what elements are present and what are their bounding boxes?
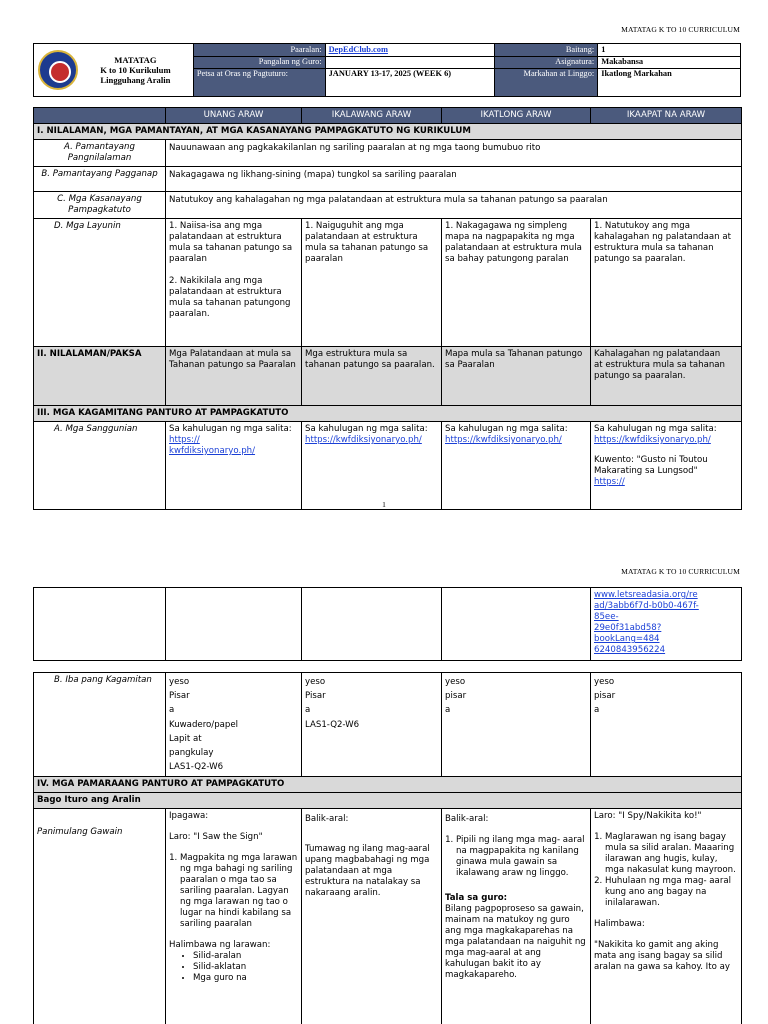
references-day3: Sa kahulugan ng mga salita: https://kwfdiksiyonaryo.ph/ <box>442 422 591 510</box>
topic-row <box>34 347 742 406</box>
lesson-table-page1 <box>33 107 742 510</box>
subject-label: Asignatura: <box>495 57 598 69</box>
topic-day4: Kahalagahan ng palatandaan at estruktura mula sa tahanan patungo sa paaralan. <box>591 347 742 406</box>
before-lesson-header: Bago Ituro ang Aralin <box>34 793 742 809</box>
header-title-line2: K to 10 Kurikulum <box>100 64 171 75</box>
activity-day4: Laro: "I Spy/Nakikita ko!" 1. Maglarawan ng isang bagay mula sa silid aralan. Maaaring ilarawan ang hugis, kulay, mga nakasulat kung mayroon. 2. Huhulaan ng mga mag- aaral kung ano ang bagay na inilalarawan. Halimbawa: "Nakikita ko gamit ang aking mata ang isang bagay sa silid aralan na gawa sa kahoy. Ito ay <box>591 809 742 1024</box>
objectives-day3: 1. Nakagagawa ng simpleng mapa na nagpapakita ng mga palatandaan at estruktura mula sa bahay patungong paralan <box>442 219 591 347</box>
performance-standard-text: Nakagagawa ng likhang-sining (mapa) tungkol sa sariling paaralan <box>166 167 742 192</box>
materials-day3: yeso pisar a <box>442 673 591 777</box>
objective-day1-item2: 2. Nakikilala ang mga palatandaan at estruktura mula sa tahanan patungong paaralan. <box>169 276 291 319</box>
day-header-row <box>34 108 742 124</box>
activity-day3: Balik-aral: 1. Pipili ng ilang mga mag- aaral na magpapakita ng kanilang ginawa mula gawain sa ikalawang araw ng linggo. Tala sa guro: Bilang pagpoproseso sa gawain, mainam na matukoy ng guro ang mga magkakaparehas na mga palatandaan na naiguhit ng mga mag-aaral at ang kahulugan bakit ito ay magkakapareho. <box>442 809 591 1024</box>
topic-day3: Mapa mula sa Tahanan patungo sa Paaralan <box>442 347 591 406</box>
subject-value: Makabansa <box>598 57 741 69</box>
materials-day4: yeso pisar a <box>591 673 742 777</box>
learning-competency-text: Natutukoy ang kahalagahan ng mga palatandaan at estruktura mula sa tahanan patungo sa paaralan <box>166 192 742 219</box>
quarter-value: Ikatlong Markahan <box>598 69 741 97</box>
teacher-value <box>325 57 495 69</box>
dictionary-link-day4[interactable]: https://kwfdiksiyonaryo.ph/ <box>594 435 711 445</box>
references-row <box>34 422 742 510</box>
column-day2: IKALAWANG ARAW <box>302 108 442 124</box>
content-standard-label: A. Pamantayang Pangnilalaman <box>34 140 166 167</box>
story-reference: Kuwento: "Gusto ni Toutou Makarating sa Lungsod" <box>594 455 708 476</box>
school-link[interactable]: DepEdClub.com <box>328 44 388 54</box>
page-gap <box>0 512 768 548</box>
activity-day1: Ipagawa: Laro: "I Saw the Sign" 1. Magpakita ng mga larawan ng mga bahagi ng sariling paaralan o mga tao sa sariling paaralan. Lagyan ng mga larawan ng tao o lugar na hindi kabilang sa sariling paaralan Halimbawa ng larawan: • Silid-aralan • Silid-aklatan • Mga guro na <box>166 809 302 1024</box>
references-day2: Sa kahulugan ng mga salita: https://kwfdiksiyonaryo.ph/ <box>302 422 442 510</box>
grade-label: Baitang: <box>495 44 598 57</box>
grade-value: 1 <box>598 44 741 57</box>
other-materials-label: B. Iba pang Kagamitan <box>34 673 166 777</box>
curriculum-corner-label-page2: MATATAG K TO 10 CURRICULUM <box>621 567 740 576</box>
lesson-table-page2-b <box>33 672 742 1024</box>
header-title-cell <box>34 44 194 97</box>
header-title-line3: Lingguhang Aralin <box>100 75 171 86</box>
date-label: Petsa at Oras ng Pagtuturo: <box>193 69 325 97</box>
references-label: A. Mga Sanggunian <box>34 422 166 510</box>
date-value: JANUARY 13-17, 2025 (WEEK 6) <box>325 69 495 97</box>
quarter-label: Markahan at Linggo: <box>495 69 598 97</box>
introductory-activity-row <box>34 809 742 1024</box>
objectives-day1 <box>166 219 302 347</box>
section-4-header: IV. MGA PAMARAANG PANTURO AT PAMPAGKATUTO <box>34 777 742 793</box>
school-label: Paaralan: <box>193 44 325 57</box>
topic-label: II. NILALAMAN/PAKSA <box>34 347 166 406</box>
teacher-label: Pangalan ng Guro: <box>193 57 325 69</box>
performance-standard-row <box>34 167 742 192</box>
objective-day1-item1: 1. Naiisa-isa ang mga palatandaan at estruktura mula sa tahanan patungo sa paaralan <box>169 221 293 264</box>
section-1-header: I. NILALAMAN, MGA PAMANTAYAN, AT MGA KASANAYANG PAMPAGKATUTO NG KURIKULUM <box>34 124 742 140</box>
deped-seal-logo <box>38 50 78 90</box>
dictionary-link-day1-cont[interactable]: kwfdiksiyonaryo.ph/ <box>169 446 256 456</box>
objectives-label: D. Mga Layunin <box>34 219 166 347</box>
story-link-continued: www.letsreadasia.org/re ad/3abb6f7d-b0b0-467f- 85ee- 29e0f31abd58? bookLang=484 6240843956224 <box>591 588 742 661</box>
column-day3: IKATLONG ARAW <box>442 108 591 124</box>
topic-day2: Mga estruktura mula sa tahanan patungo sa paaralan. <box>302 347 442 406</box>
objectives-row <box>34 219 742 347</box>
learning-competency-label: C. Mga Kasanayang Pampagkatuto <box>34 192 166 219</box>
header-title-line1: MATATAG <box>114 54 157 65</box>
objectives-day4: 1. Natutukoy ang mga kahalagahan ng palatandaan at estruktura mula sa tahanan patungo sa paaralan. <box>591 219 742 347</box>
references-day4: Sa kahulugan ng mga salita: https://kwfdiksiyonaryo.ph/ Kuwento: "Gusto ni Toutou Makarating sa Lungsod" https:// <box>591 422 742 510</box>
performance-standard-label: B. Pamantayang Pagganap <box>34 167 166 192</box>
dictionary-link-day1[interactable]: https:// <box>169 435 200 445</box>
materials-day2: yeso Pisar a LAS1-Q2-W6 <box>302 673 442 777</box>
introductory-activity-label: Panimulang Gawain <box>34 809 166 1024</box>
objectives-day2: 1. Naiguguhit ang mga palatandaan at estruktura mula sa tahanan patungo sa paaralan <box>302 219 442 347</box>
column-day4: IKAAPAT NA ARAW <box>591 108 742 124</box>
curriculum-corner-label: MATATAG K TO 10 CURRICULUM <box>621 25 740 34</box>
section-3-header: III. MGA KAGAMITANG PANTURO AT PAMPAGKATUTO <box>34 406 742 422</box>
dictionary-link-day2[interactable]: https://kwfdiksiyonaryo.ph/ <box>305 435 422 445</box>
activity-day2: Balik-aral: Tumawag ng ilang mag-aaral upang magbabahagi ng mga palatandaan at mga estruktura na natalakay sa nakaraang aralin. <box>302 809 442 1024</box>
lesson-table-page2 <box>33 587 742 661</box>
references-continued-row <box>34 588 742 661</box>
dictionary-link-day3[interactable]: https://kwfdiksiyonaryo.ph/ <box>445 435 562 445</box>
page-number: 1 <box>382 500 386 509</box>
lesson-header <box>33 43 741 97</box>
references-day1: Sa kahulugan ng mga salita: https:// kwfdiksiyonaryo.ph/ <box>166 422 302 510</box>
content-standard-row <box>34 140 742 167</box>
story-link-start[interactable]: https:// <box>594 477 625 487</box>
column-day1: UNANG ARAW <box>166 108 302 124</box>
content-standard-text: Nauunawaan ang pagkakakilanlan ng sariling paaralan at ng mga taong bumubuo rito <box>166 140 742 167</box>
topic-day1: Mga Palatandaan at mula sa Tahanan patungo sa Paaralan <box>166 347 302 406</box>
page-2 <box>0 548 768 1024</box>
learning-competency-row <box>34 192 742 219</box>
materials-day1: yeso Pisar a Kuwadero/papel Lapit at pangkulay LAS1-Q2-W6 <box>166 673 302 777</box>
other-materials-row <box>34 673 742 777</box>
